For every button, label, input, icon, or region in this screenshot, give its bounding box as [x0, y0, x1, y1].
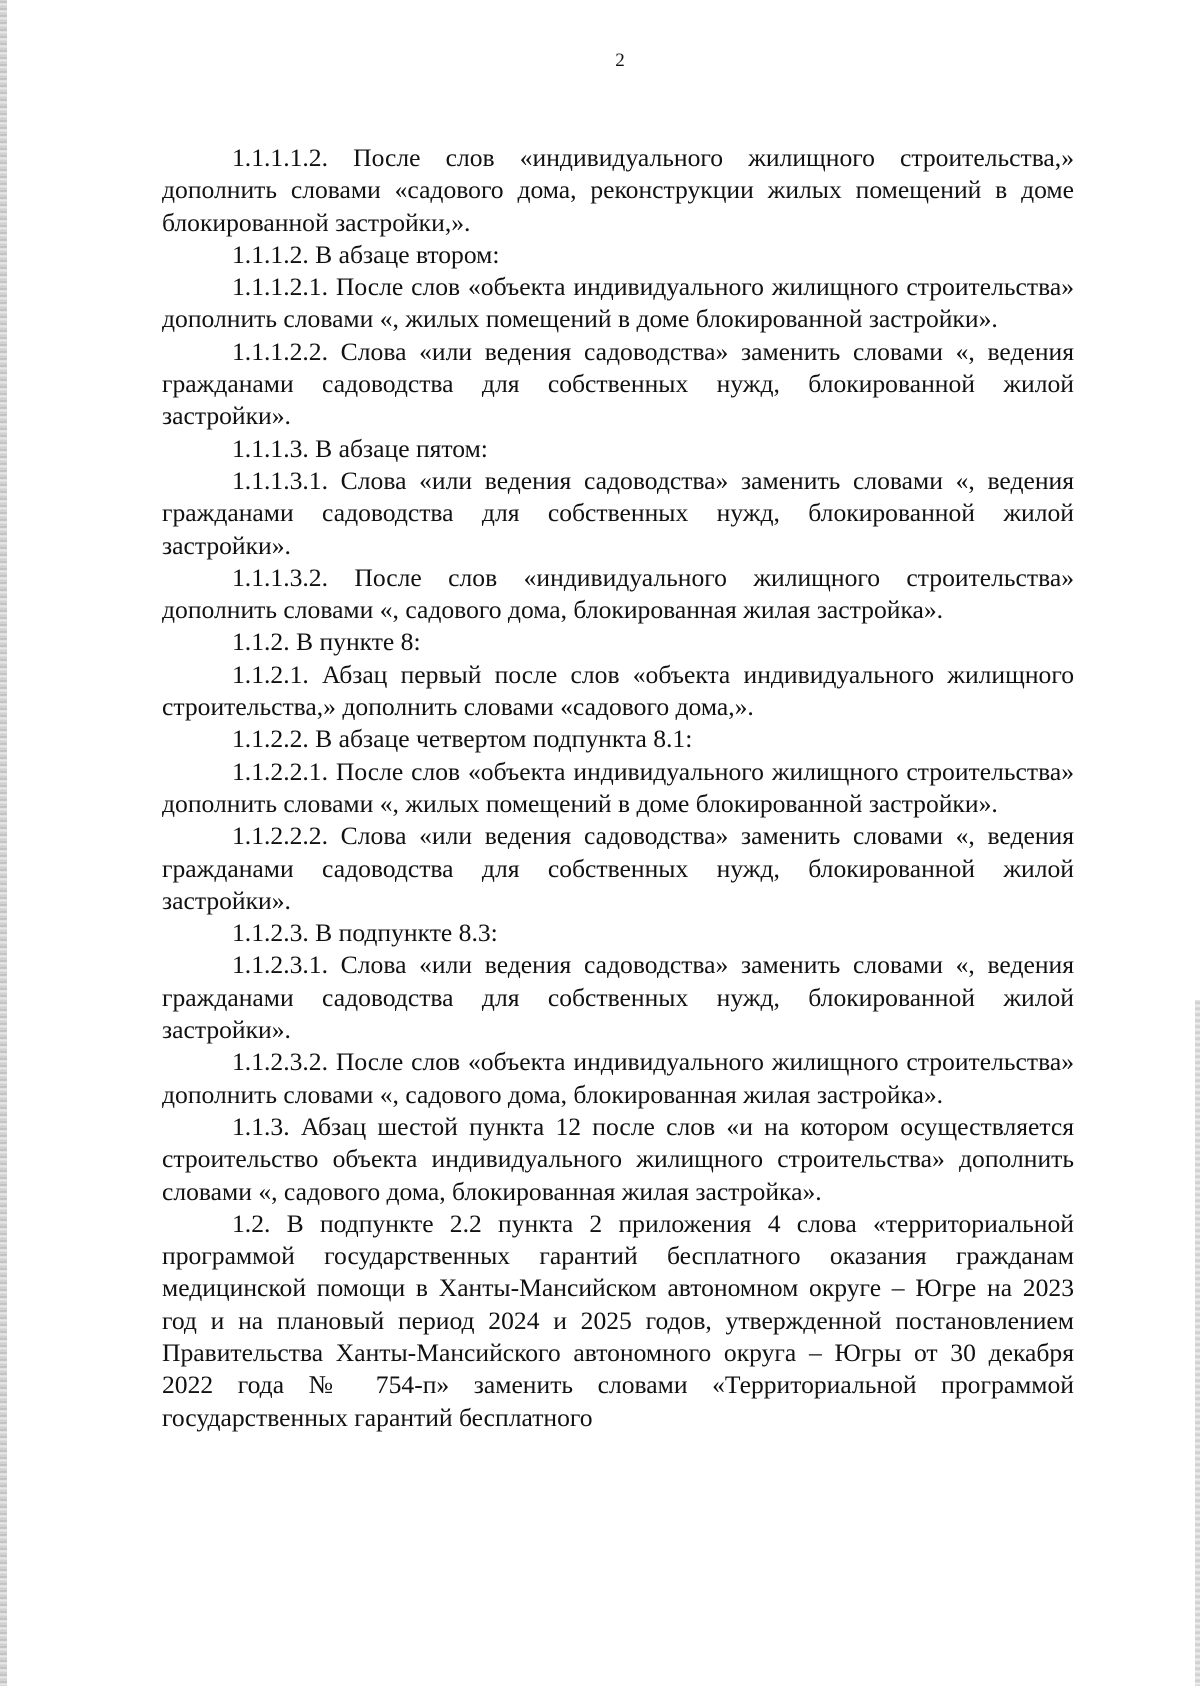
document-body: [162, 142, 1074, 1434]
paragraph-1-1-2-2: 1.1.2.2. В абзаце четвертом подпункта 8.1:: [232, 724, 693, 754]
paragraph-1-1-2-3: 1.1.2.3. В подпункте 8.3:: [232, 918, 498, 948]
paragraph-1-2: 1.2. В подпункте 2.2 пункта 2 приложения 4 слова «территориальной программой государственных гарантий бесплатного оказания гражданам медицинской помощи в Ханты-Мансийском автономном округе – Югре на 2023 год и на плановый период 2024 и 2025 годов, утвержденной постановлением Правительства Ханты-Мансийского автономного округа – Югры от 30 декабря 2022 года № 754-п» заменить словами «Территориальной программой государственных гарантий бесплатного: [162, 1208, 1074, 1432]
paragraph-1-1-1-1-2: 1.1.1.1.2. После слов «индивидуального жилищного строительства,» дополнить словами «садового дома, реконструкции жилых помещений в доме блокированной застройки,».: [162, 143, 1074, 237]
paragraph-1-1-1-3: 1.1.1.3. В абзаце пятом:: [232, 433, 488, 463]
paragraph-1-1-2-3-1: 1.1.2.3.1. Слова «или ведения садоводства» заменить словами «, ведения гражданами садоводства для собственных нужд, блокированной жилой застройки».: [162, 950, 1074, 1045]
paragraph-1-1-2-3-2: 1.1.2.3.2. После слов «объекта индивидуального жилищного строительства» дополнить словами «, садового дома, блокированная жилая застройка».: [162, 1047, 1074, 1109]
paragraph-1-1-2-2-2: 1.1.2.2.2. Слова «или ведения садоводства» заменить словами «, ведения гражданами садоводства для собственных нужд, блокированной жилой застройки».: [162, 821, 1074, 915]
page-number: 2: [615, 50, 625, 71]
paragraph-1-1-2-2-1: 1.1.2.2.1. После слов «объекта индивидуального жилищного строительства» дополнить словами «, жилых помещений в доме блокированной застройки».: [162, 756, 1074, 818]
paragraph-1-1-1-3-2: 1.1.1.3.2. После слов «индивидуального жилищного строительства» дополнить словами «, садового дома, блокированная жилая застройка».: [162, 562, 1074, 625]
paragraph-1-1-1-2-1: 1.1.1.2.1. После слов «объекта индивидуального жилищного строительства» дополнить словами «, жилых помещений в доме блокированной застройки».: [162, 272, 1074, 334]
paragraph-1-1-1-2: 1.1.1.2. В абзаце втором:: [232, 239, 500, 269]
paragraph-1-1-1-2-2: 1.1.1.2.2. Слова «или ведения садоводства» заменить словами «, ведения гражданами садоводства для собственных нужд, блокированной жилой застройки».: [162, 336, 1074, 431]
paragraph-1-1-2: 1.1.2. В пункте 8:: [232, 627, 421, 657]
paragraph-1-1-2-1: 1.1.2.1. Абзац первый после слов «объекта индивидуального жилищного строительства,» дополнить словами «садового дома,».: [162, 659, 1074, 722]
paragraph-1-1-3: 1.1.3. Абзац шестой пункта 12 после слов «и на котором осуществляется строительство объекта индивидуального жилищного строительства» дополнить словами «, садового дома, блокированная жилая застройка».: [162, 1111, 1074, 1206]
scan-edge-left: [0, 0, 7, 1686]
paragraph-1-1-1-3-1: 1.1.1.3.1. Слова «или ведения садоводства» заменить словами «, ведения гражданами садоводства для собственных нужд, блокированной жилой застройки».: [162, 465, 1074, 560]
scan-edge-right: [1195, 1000, 1200, 1686]
